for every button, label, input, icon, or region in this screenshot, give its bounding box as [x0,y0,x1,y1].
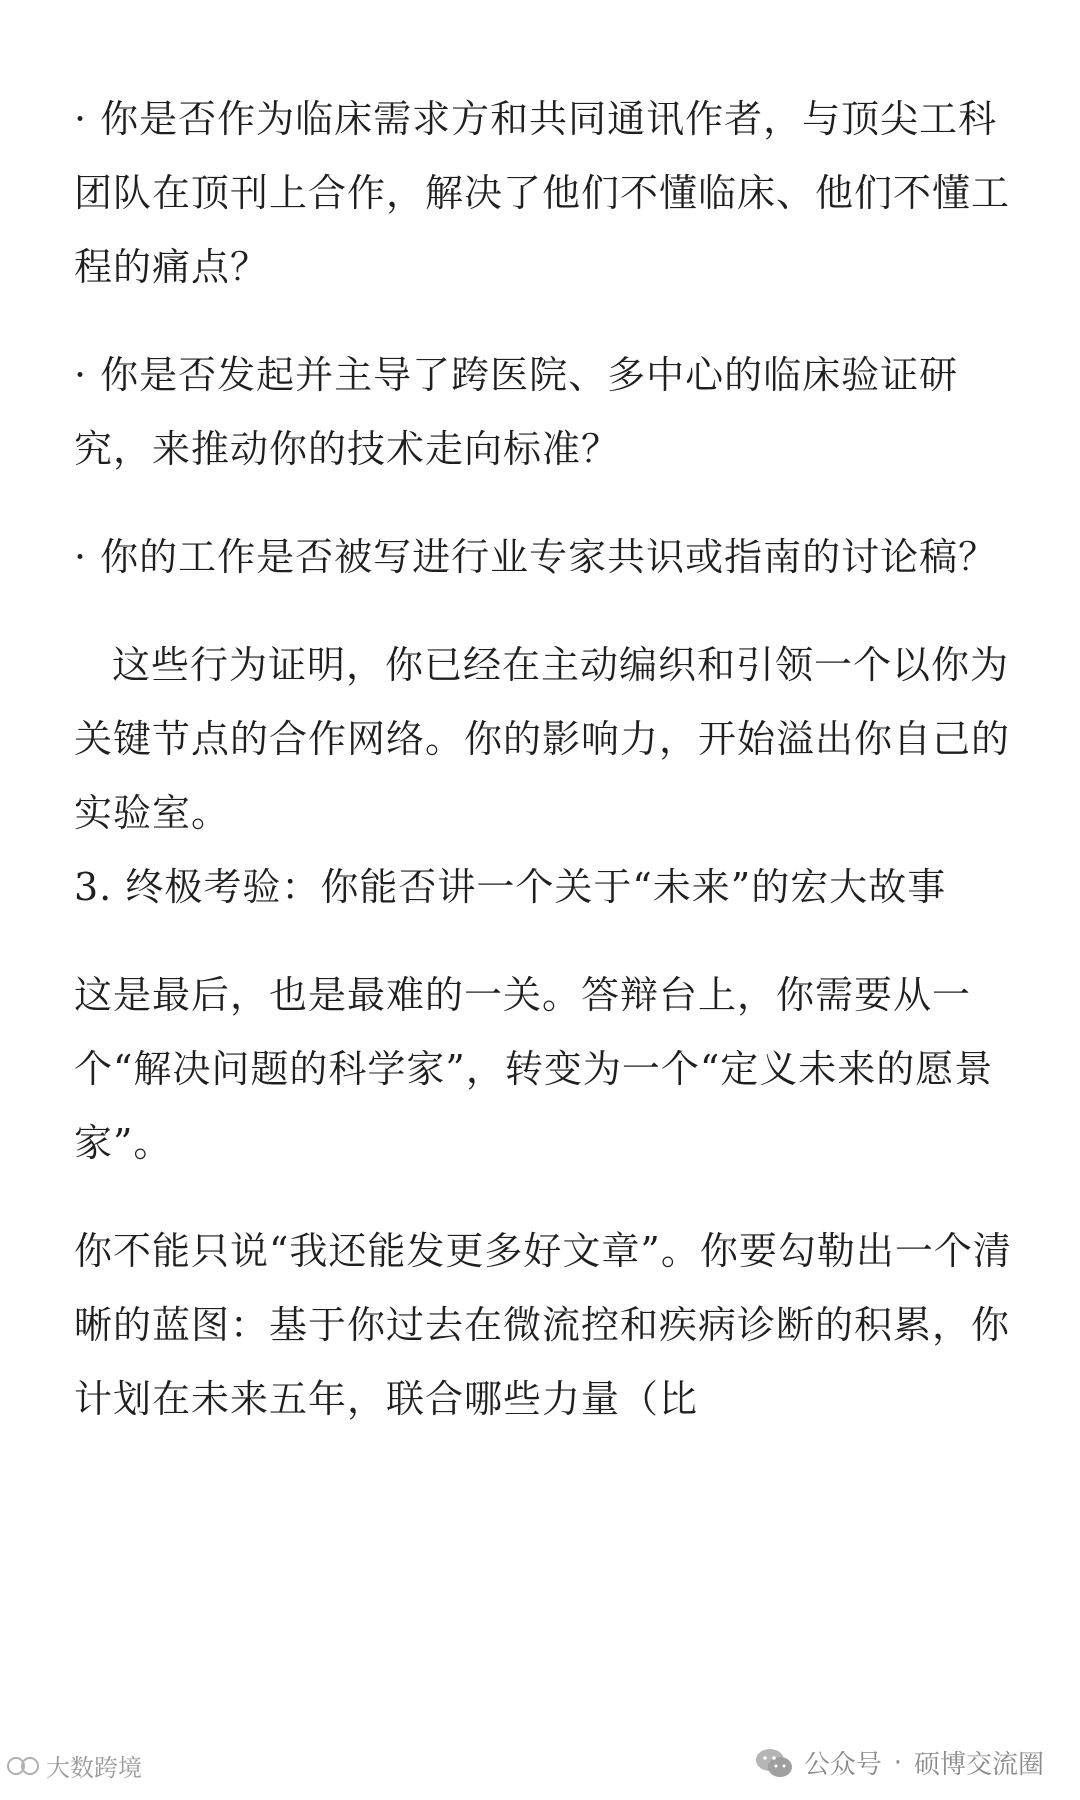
left-watermark [6,1748,142,1783]
bullet-guideline: · 你的工作是否被写进行业专家共识或指南的讨论稿？ [74,535,998,579]
account-separator: · [893,1747,902,1778]
bullet-clinical-collaboration: · 你是否作为临床需求方和共同通讯作者，与顶尖工科团队在顶刊上合作，解决了他们不懂临床、他们不懂工程的痛点？ [74,97,1011,289]
wechat-icon [754,1746,794,1780]
summary-paragraph: 这些行为证明，你已经在主动编织和引领一个以你为关键节点的合作网络。你的影响力，开始溢出你自己的实验室。 [74,643,1011,835]
left-watermark-text: 大数跨境 [46,1754,142,1782]
watermark-logo-icon [6,1753,42,1779]
paragraph-blueprint: 你不能只说“我还能发更多好文章”。你要勾勒出一个清晰的蓝图：基于你过去在微流控和疾病诊断的积累，你计划在未来五年，联合哪些力量（比 [74,1229,1012,1421]
footer [0,1738,1080,1788]
section-heading: 3. 终极考验：你能否讲一个关于“未来”的宏大故事 [74,865,947,909]
paragraph-final-challenge: 这是最后，也是最难的一关。答辩台上，你需要从一个“解决问题的科学家”，转变为一个“定义未来的愿景家”。 [74,973,994,1165]
bullet-multicenter-study: · 你是否发起并主导了跨医院、多中心的临床验证研究，来推动你的技术走向标准？ [74,353,959,471]
account-prefix: 公众号 [803,1750,882,1780]
article-body [74,82,1014,1436]
account-name: 硕博交流圈 [913,1750,1044,1780]
account-attribution[interactable] [754,1744,1044,1781]
